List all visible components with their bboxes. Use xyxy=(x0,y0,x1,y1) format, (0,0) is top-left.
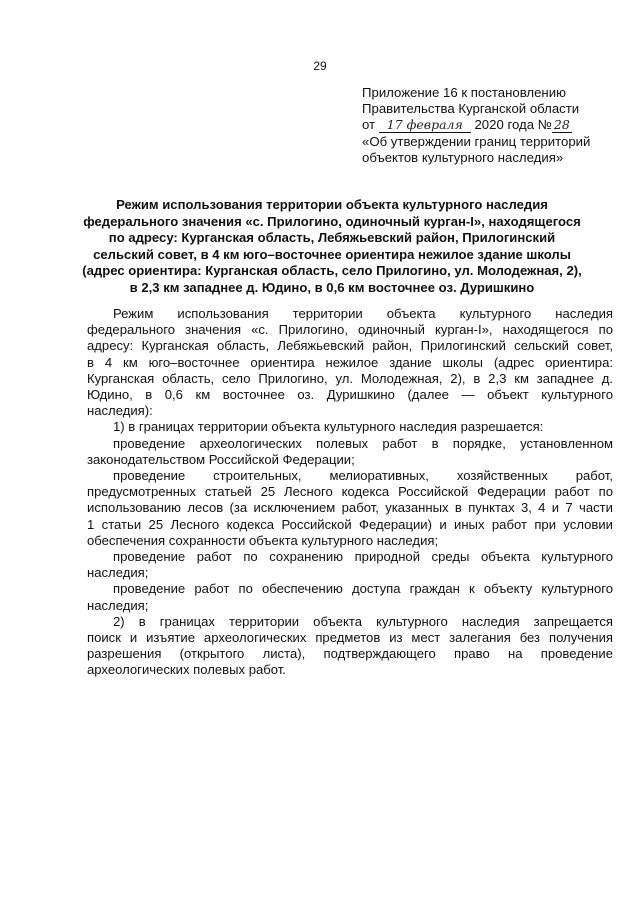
appendix-line-4: «Об утверждении границ территорий xyxy=(362,133,591,149)
body-line: археологических полевых работ. xyxy=(87,662,286,678)
body-line: наследия; xyxy=(87,597,149,613)
body-line: Режим использования территории объекта культурного наследия xyxy=(113,306,613,321)
body-line: адресу: Курганская область, Лебяжьевский район, Прилогинский сельский совет, xyxy=(87,338,613,354)
body-line: обеспечения сохранности объекта культурного наследия; xyxy=(87,532,439,548)
body-line: 2) в границах территории объекта культурного наследия запрещается xyxy=(113,613,613,629)
title-line: в 2,3 км западнее д. Юдино, в 0,6 км восточнее оз. Дуришкино xyxy=(129,279,535,295)
body-line: проведение строительных, мелиоративных, хозяйственных работ, xyxy=(113,468,613,484)
body-line: наследия): xyxy=(87,403,153,419)
handwritten-date: 17 февраля xyxy=(379,118,471,133)
body-line: проведение работ по обеспечению доступа граждан к объекту культурного xyxy=(113,581,613,597)
appendix-year-number-prefix: 2020 года № xyxy=(474,117,552,133)
appendix-line-1: Приложение 16 к постановлению xyxy=(362,85,566,100)
body-line: Курганская область, село Прилогино, ул. Молодежная, 2), в 2,3 км западнее д. xyxy=(87,370,613,386)
body-line: 1) в границах территории объекта культурного наследия разрешается: xyxy=(113,419,544,435)
body-line: поиск и изъятие археологических предметов из мест залегания без получения xyxy=(87,630,613,646)
body-line: наследия; xyxy=(87,565,149,581)
handwritten-number: 28 xyxy=(552,118,572,133)
title-line: по адресу: Курганская область, Лебяжьевский район, Прилогинский xyxy=(108,230,556,245)
body-line: разрешения (открытого листа), подтверждающего право на проведение xyxy=(87,646,613,662)
body-line: проведение работ по сохранению природной среды объекта культурного xyxy=(113,549,613,565)
appendix-line-3 xyxy=(362,117,612,133)
appendix-header xyxy=(362,85,612,166)
title-line: федерального значения «с. Прилогино, одиночный курган-I», находящегося xyxy=(83,213,581,229)
body-line: проведение археологических полевых работ в порядке, установленном xyxy=(113,435,613,451)
body-line: использованию лесов (за исключением работ, указанных в пунктах 3, 4 и 7 части xyxy=(87,500,613,516)
appendix-date-prefix: от xyxy=(362,117,376,133)
title-line: (адрес ориентира: Курганская область, село Прилогино, ул. Молодежная, 2), xyxy=(82,263,582,278)
title-line: сельский совет, в 4 км юго–восточнее ориентира нежилое здание школы xyxy=(93,246,571,262)
appendix-line-5: объектов культурного наследия» xyxy=(362,149,564,165)
appendix-line-2: Правительства Курганской области xyxy=(362,101,580,117)
page-number: 29 xyxy=(313,59,327,73)
body-line: 1 статьи 25 Лесного кодекса Российской Федерации) и иных работ при условии xyxy=(87,516,613,532)
document-title xyxy=(72,197,592,296)
body-line: Юдино, в 0,6 км восточнее оз. Дуришкино (далее — объект культурного xyxy=(87,387,613,403)
body-line: в 4 км юго–восточнее ориентира нежилое здание школы (адрес ориентира: xyxy=(87,354,613,370)
body-line: законодательством Российской Федерации; xyxy=(87,451,355,467)
title-line: Режим использования территории объекта культурного наследия xyxy=(116,197,548,212)
body-line: федерального значения «с. Прилогино, одиночный курган-I», находящегося по xyxy=(87,322,613,338)
body-line: предусмотренных статьей 25 Лесного кодекса Российской Федерации работ по xyxy=(87,484,613,500)
document-body xyxy=(87,306,613,679)
